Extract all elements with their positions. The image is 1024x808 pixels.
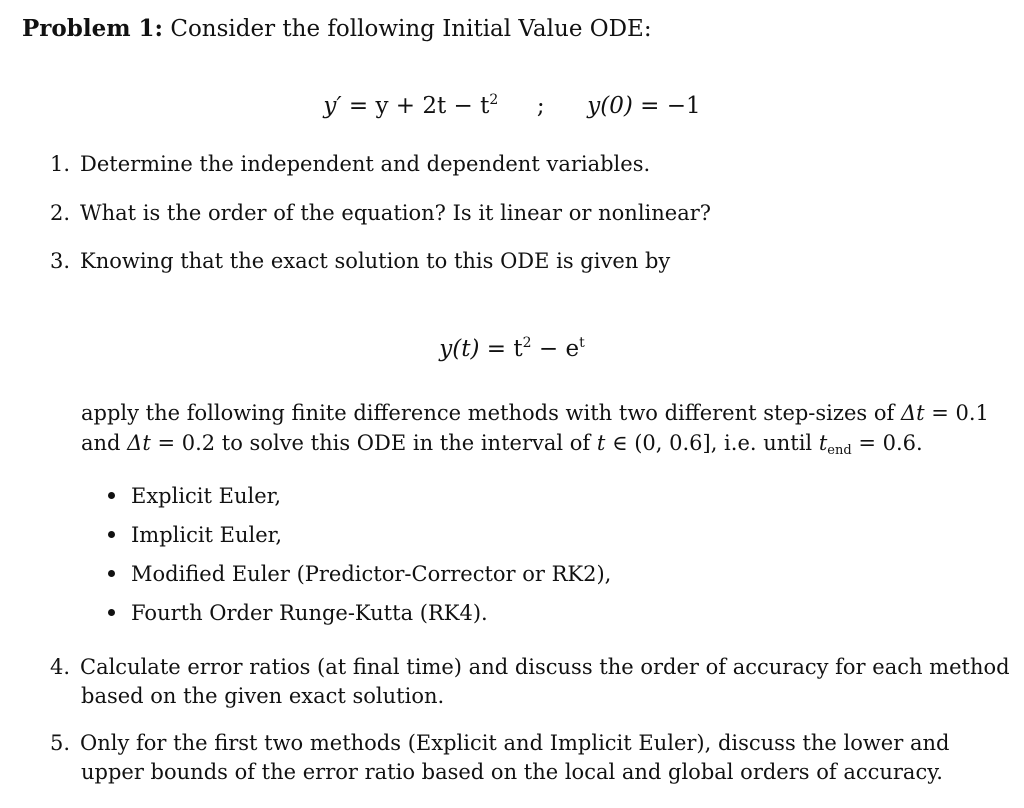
- item-text-line-1: Calculate error ratios (at final time) and discuss the order of accuracy for each method: [80, 655, 1010, 679]
- method-bullet: [108, 520, 282, 550]
- bullet-icon: [108, 492, 115, 499]
- problem-intro: Consider the following Initial Value ODE:: [170, 16, 652, 42]
- bullet-icon: [108, 570, 115, 577]
- item-text: Determine the independent and dependent variables.: [80, 152, 651, 176]
- method-bullet: [108, 559, 611, 589]
- item-number: 3.: [50, 249, 71, 273]
- item-number: 1.: [50, 152, 71, 176]
- delta-t: Δt: [127, 431, 151, 455]
- apply-paragraph: [81, 398, 989, 458]
- time-variable: t: [818, 431, 828, 455]
- method-label: Fourth Order Runge-Kutta (RK4).: [131, 601, 488, 625]
- ode-equation: [0, 93, 1024, 119]
- item-text: Knowing that the exact solution to this ODE is given by: [80, 249, 671, 273]
- list-item-5-continuation: [81, 757, 943, 787]
- method-bullet: [108, 598, 488, 628]
- item-number: 4.: [50, 655, 71, 679]
- list-item-2: [50, 198, 711, 228]
- list-item-4: [50, 652, 1010, 682]
- step-size-value: = 0.2 to solve this ODE in the interval of: [150, 431, 597, 455]
- list-item-5: [50, 728, 949, 758]
- item-text: What is the order of the equation? Is it linear or nonlinear?: [80, 201, 712, 225]
- exact-solution-exp-2: t: [579, 335, 585, 351]
- apply-line-1: [81, 398, 989, 428]
- step-size-value: = 0.1: [924, 401, 989, 425]
- ode-rhs-exponent: 2: [489, 92, 499, 108]
- exact-solution-rhs-b: − e: [531, 336, 580, 362]
- item-text-line-2: upper bounds of the error ratio based on the local and global orders of accuracy.: [81, 760, 943, 784]
- problem-label: Problem 1:: [22, 15, 164, 42]
- end-time-value: = 0.6.: [851, 431, 923, 455]
- initial-condition-lhs: y(0): [587, 93, 633, 119]
- method-label: Explicit Euler,: [131, 484, 282, 508]
- exact-solution-lhs: y(t): [439, 336, 480, 362]
- ode-separator: ;: [536, 93, 545, 119]
- method-bullet: [108, 481, 281, 511]
- apply-text: apply the following finite difference methods with two different step-sizes of: [81, 401, 901, 425]
- method-label: Modified Euler (Predictor-Corrector or RK2),: [131, 562, 612, 586]
- bullet-icon: [108, 609, 115, 616]
- interval-text: ∈ (0, 0.6], i.e. until: [605, 431, 819, 455]
- method-label: Implicit Euler,: [131, 523, 283, 547]
- exact-solution-exp-1: 2: [522, 335, 532, 351]
- item-number: 5.: [50, 731, 71, 755]
- end-subscript: end: [827, 443, 852, 458]
- problem-heading: [22, 12, 652, 46]
- initial-condition-rhs: = −1: [640, 93, 701, 119]
- exact-solution-equation: [0, 336, 1024, 362]
- list-item-3: [50, 246, 670, 276]
- ode-rhs: = y + 2t − t: [348, 93, 490, 119]
- apply-text: and: [81, 431, 128, 455]
- bullet-icon: [108, 531, 115, 538]
- ode-lhs: y′: [323, 93, 342, 119]
- item-number: 2.: [50, 201, 71, 225]
- delta-t: Δt: [900, 401, 925, 425]
- list-item-1: [50, 149, 650, 179]
- exact-solution-rhs-a: = t: [486, 336, 523, 362]
- time-variable: t: [596, 431, 606, 455]
- list-item-4-continuation: [81, 681, 444, 711]
- apply-line-2: [81, 428, 961, 458]
- item-text-line-2: based on the given exact solution.: [81, 684, 445, 708]
- item-text-line-1: Only for the first two methods (Explicit and Implicit Euler), discuss the lower and: [80, 731, 950, 755]
